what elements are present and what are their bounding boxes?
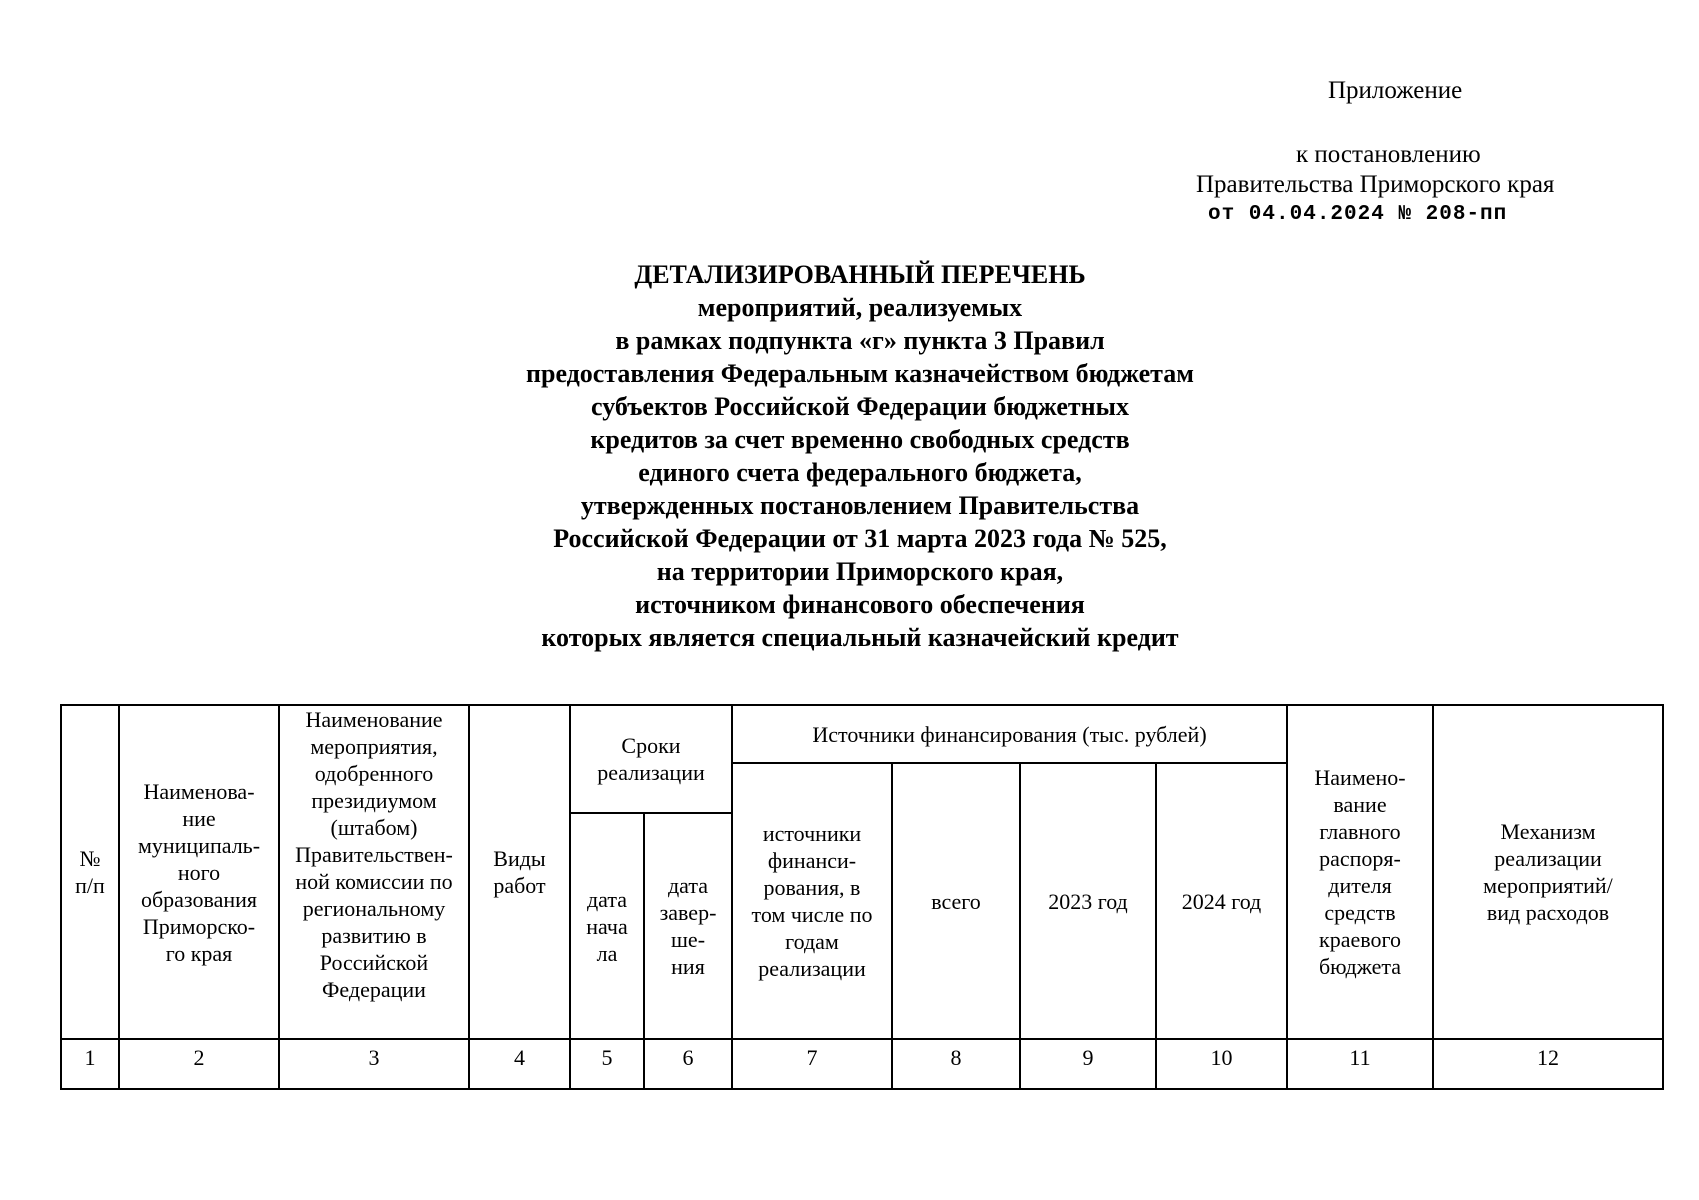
heading-line: которых является специальный казначейский кредит [541, 623, 1179, 652]
column-number: 11 [1287, 1039, 1433, 1089]
column-number: 3 [279, 1039, 469, 1089]
column-number: 4 [469, 1039, 570, 1089]
column-number: 6 [644, 1039, 732, 1089]
header-municipality: Наименова- ние муниципаль- ного образования Приморско- го края [119, 705, 279, 1039]
heading-line: в рамках подпункта «г» пункта 3 Правил [615, 326, 1105, 355]
column-number: 12 [1433, 1039, 1663, 1089]
heading-line: субъектов Российской Федерации бюджетных [591, 392, 1129, 421]
column-number: 1 [61, 1039, 119, 1089]
heading-line: кредитов за счет временно свободных средств [590, 425, 1130, 454]
appendix-decree-number: от 04.04.2024 № 208-пп [1208, 203, 1508, 226]
document-heading [380, 258, 1340, 654]
header-end-date: дата завер- ше- ния [644, 813, 732, 1039]
column-number: 5 [570, 1039, 644, 1089]
header-terms: Сроки реализации [570, 705, 732, 813]
column-number: 2 [119, 1039, 279, 1089]
column-number: 7 [732, 1039, 892, 1089]
heading-line: предоставления Федеральным казначейством бюджетам [526, 359, 1194, 388]
heading-line: Российской Федерации от 31 марта 2023 года № 525, [553, 524, 1167, 553]
heading-line: единого счета федерального бюджета, [638, 458, 1082, 487]
column-number: 8 [892, 1039, 1020, 1089]
appendix-to-decree: к постановлению [1296, 141, 1481, 168]
header-funding-sources: Источники финансирования (тыс. рублей) [732, 705, 1287, 763]
heading-line: ДЕТАЛИЗИРОВАННЫЙ ПЕРЕЧЕНЬ [634, 260, 1086, 289]
measures-table [60, 704, 1664, 1090]
column-number: 10 [1156, 1039, 1287, 1089]
heading-line: источником финансового обеспечения [635, 590, 1085, 619]
heading-line: утвержденных постановлением Правительства [580, 491, 1140, 520]
appendix-block [1190, 76, 1610, 230]
header-total: всего [892, 763, 1020, 1039]
header-year-2024: 2024 год [1156, 763, 1287, 1039]
heading-line: на территории Приморского края, [656, 557, 1064, 586]
header-source-details: источники финанси- рования, в том числе по годам реализации [732, 763, 892, 1039]
header-year-2023: 2023 год [1020, 763, 1156, 1039]
column-number: 9 [1020, 1039, 1156, 1089]
header-work-types: Виды работ [469, 705, 570, 1039]
heading-line: мероприятий, реализуемых [697, 293, 1023, 322]
header-start-date: дата нача ла [570, 813, 644, 1039]
header-mechanism: Механизм реализации мероприятий/ вид расходов [1433, 705, 1663, 1039]
header-budget-manager: Наимено- вание главного распоря- дителя средств краевого бюджета [1287, 705, 1433, 1039]
appendix-government: Правительства Приморского края [1196, 171, 1555, 198]
column-numbers-row [61, 1039, 1663, 1089]
header-number: № п/п [61, 705, 119, 1039]
appendix-title: Приложение [1328, 77, 1463, 104]
header-measure-name: Наименование мероприятия, одобренного президиумом (штабом) Правительствен- ной комиссии по региональному развитию в Российской Федерации [279, 705, 469, 1039]
